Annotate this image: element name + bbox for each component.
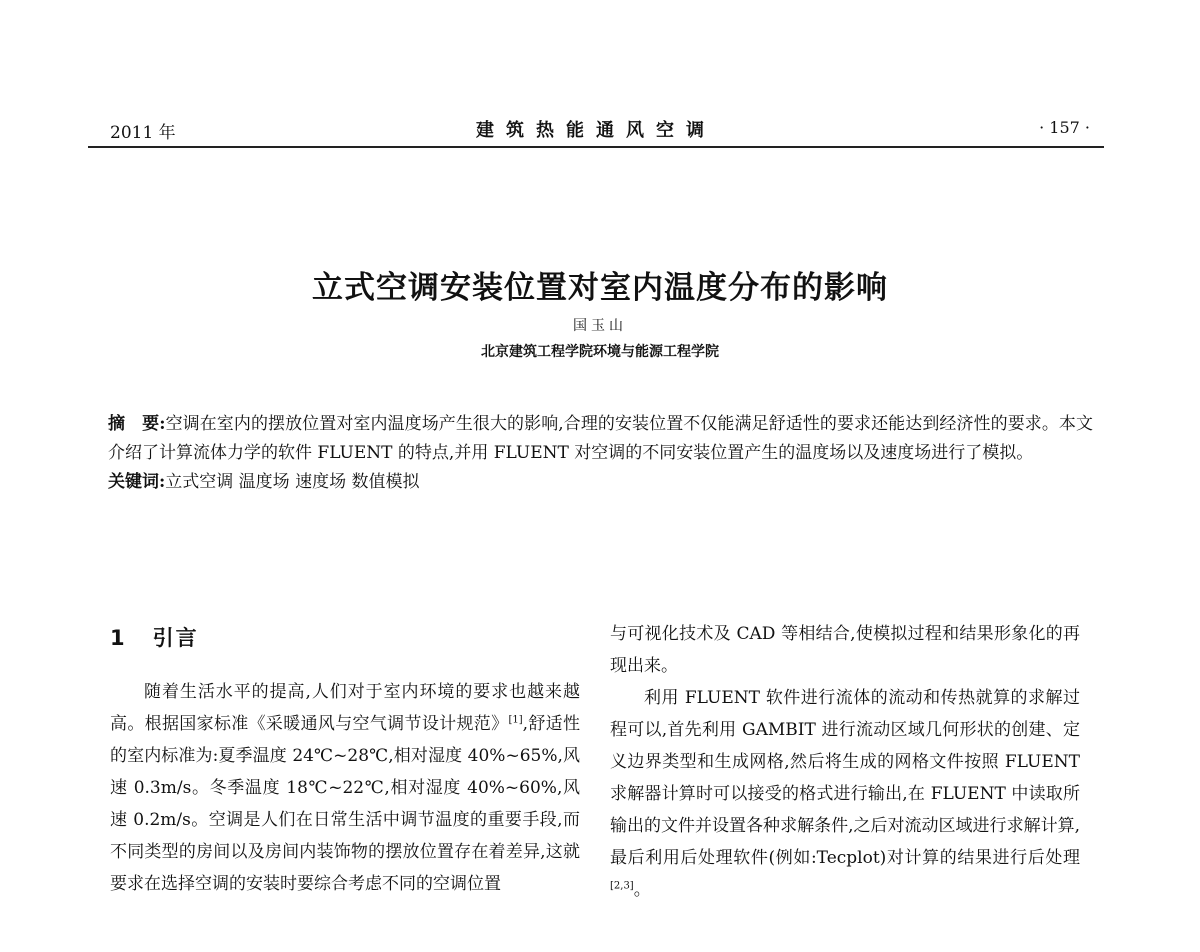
keywords-text: 立式空调 温度场 速度场 数值模拟 [165,472,420,492]
header-year: 2011 年 [110,123,176,143]
keywords [108,468,1093,497]
abstract-block [108,410,1093,497]
affiliation: 北京建筑工程学院环境与能源工程学院 [481,344,719,360]
section-title: 引言 [152,626,199,650]
citation: [2,3] [610,880,634,892]
section-number: 1 [110,626,127,650]
header-journal-name: 建筑热能通风空调 [476,120,716,141]
section-heading [110,622,580,654]
paper-title: 立式空调安装位置对室内温度分布的影响 [312,270,888,306]
abstract-label: 摘 要: [108,414,166,434]
abstract-text: 空调在室内的摆放位置对室内温度场产生很大的影响,合理的安装位置不仅能满足舒适性的要求还能达到经济性的要求。本文介绍了计算流体力学的软件 FLUENT 的特点,并用 FLUENT 对空调的不同安装位置产生的温度场以及速度场进行了模拟。 [108,414,1093,463]
right-column [610,618,1080,906]
right-text-part1: 利用 FLUENT 软件进行流体的流动和传热就算的求解过程可以,首先利用 GAMBIT 进行流动区域几何形状的创建、定义边界类型和生成网格,然后将生成的网格文件按照 FLUENT 求解器计算时可以接受的格式进行输出,在 FLUENT 中读取所输出的文件并设置各种求解条件,之后对流动区域进行求解计算,最后利用后处理软件(例如:Tecplot)对计算的结果进行后处理 [610,688,1080,868]
running-header [88,112,1104,148]
right-text-part2: 。 [633,880,651,900]
right-paragraph-2 [610,682,1080,906]
author: 国玉山 [573,318,627,334]
abstract [108,410,1093,468]
intro-text-part1: 随着生活水平的提高,人们对于室内环境的要求也越来越高。根据国家标准《采暖通风与空气调节设计规范》 [110,682,580,734]
title-block [0,262,1200,361]
right-paragraph-1: 与可视化技术及 CAD 等相结合,使模拟过程和结果形象化的再现出来。 [610,624,1080,676]
keywords-label: 关键词: [108,472,166,492]
intro-paragraph [110,676,580,900]
citation: [1] [508,714,523,726]
left-column [110,622,580,900]
intro-text-part2: ,舒适性的室内标准为:夏季温度 24℃~28℃,相对湿度 40%~65%,风速 0.3m/s。冬季温度 18℃~22℃,相对湿度 40%~60%,风速 0.2m/s。空调是人们在日常生活中调节温度的重要手段,而不同类型的房间以及房间内装饰物的摆放位置存在着差异,这就要求在选择空调的安装时要综合考虑不同的空调位置 [110,714,581,894]
header-page-number: · 157 · [1039,118,1090,137]
